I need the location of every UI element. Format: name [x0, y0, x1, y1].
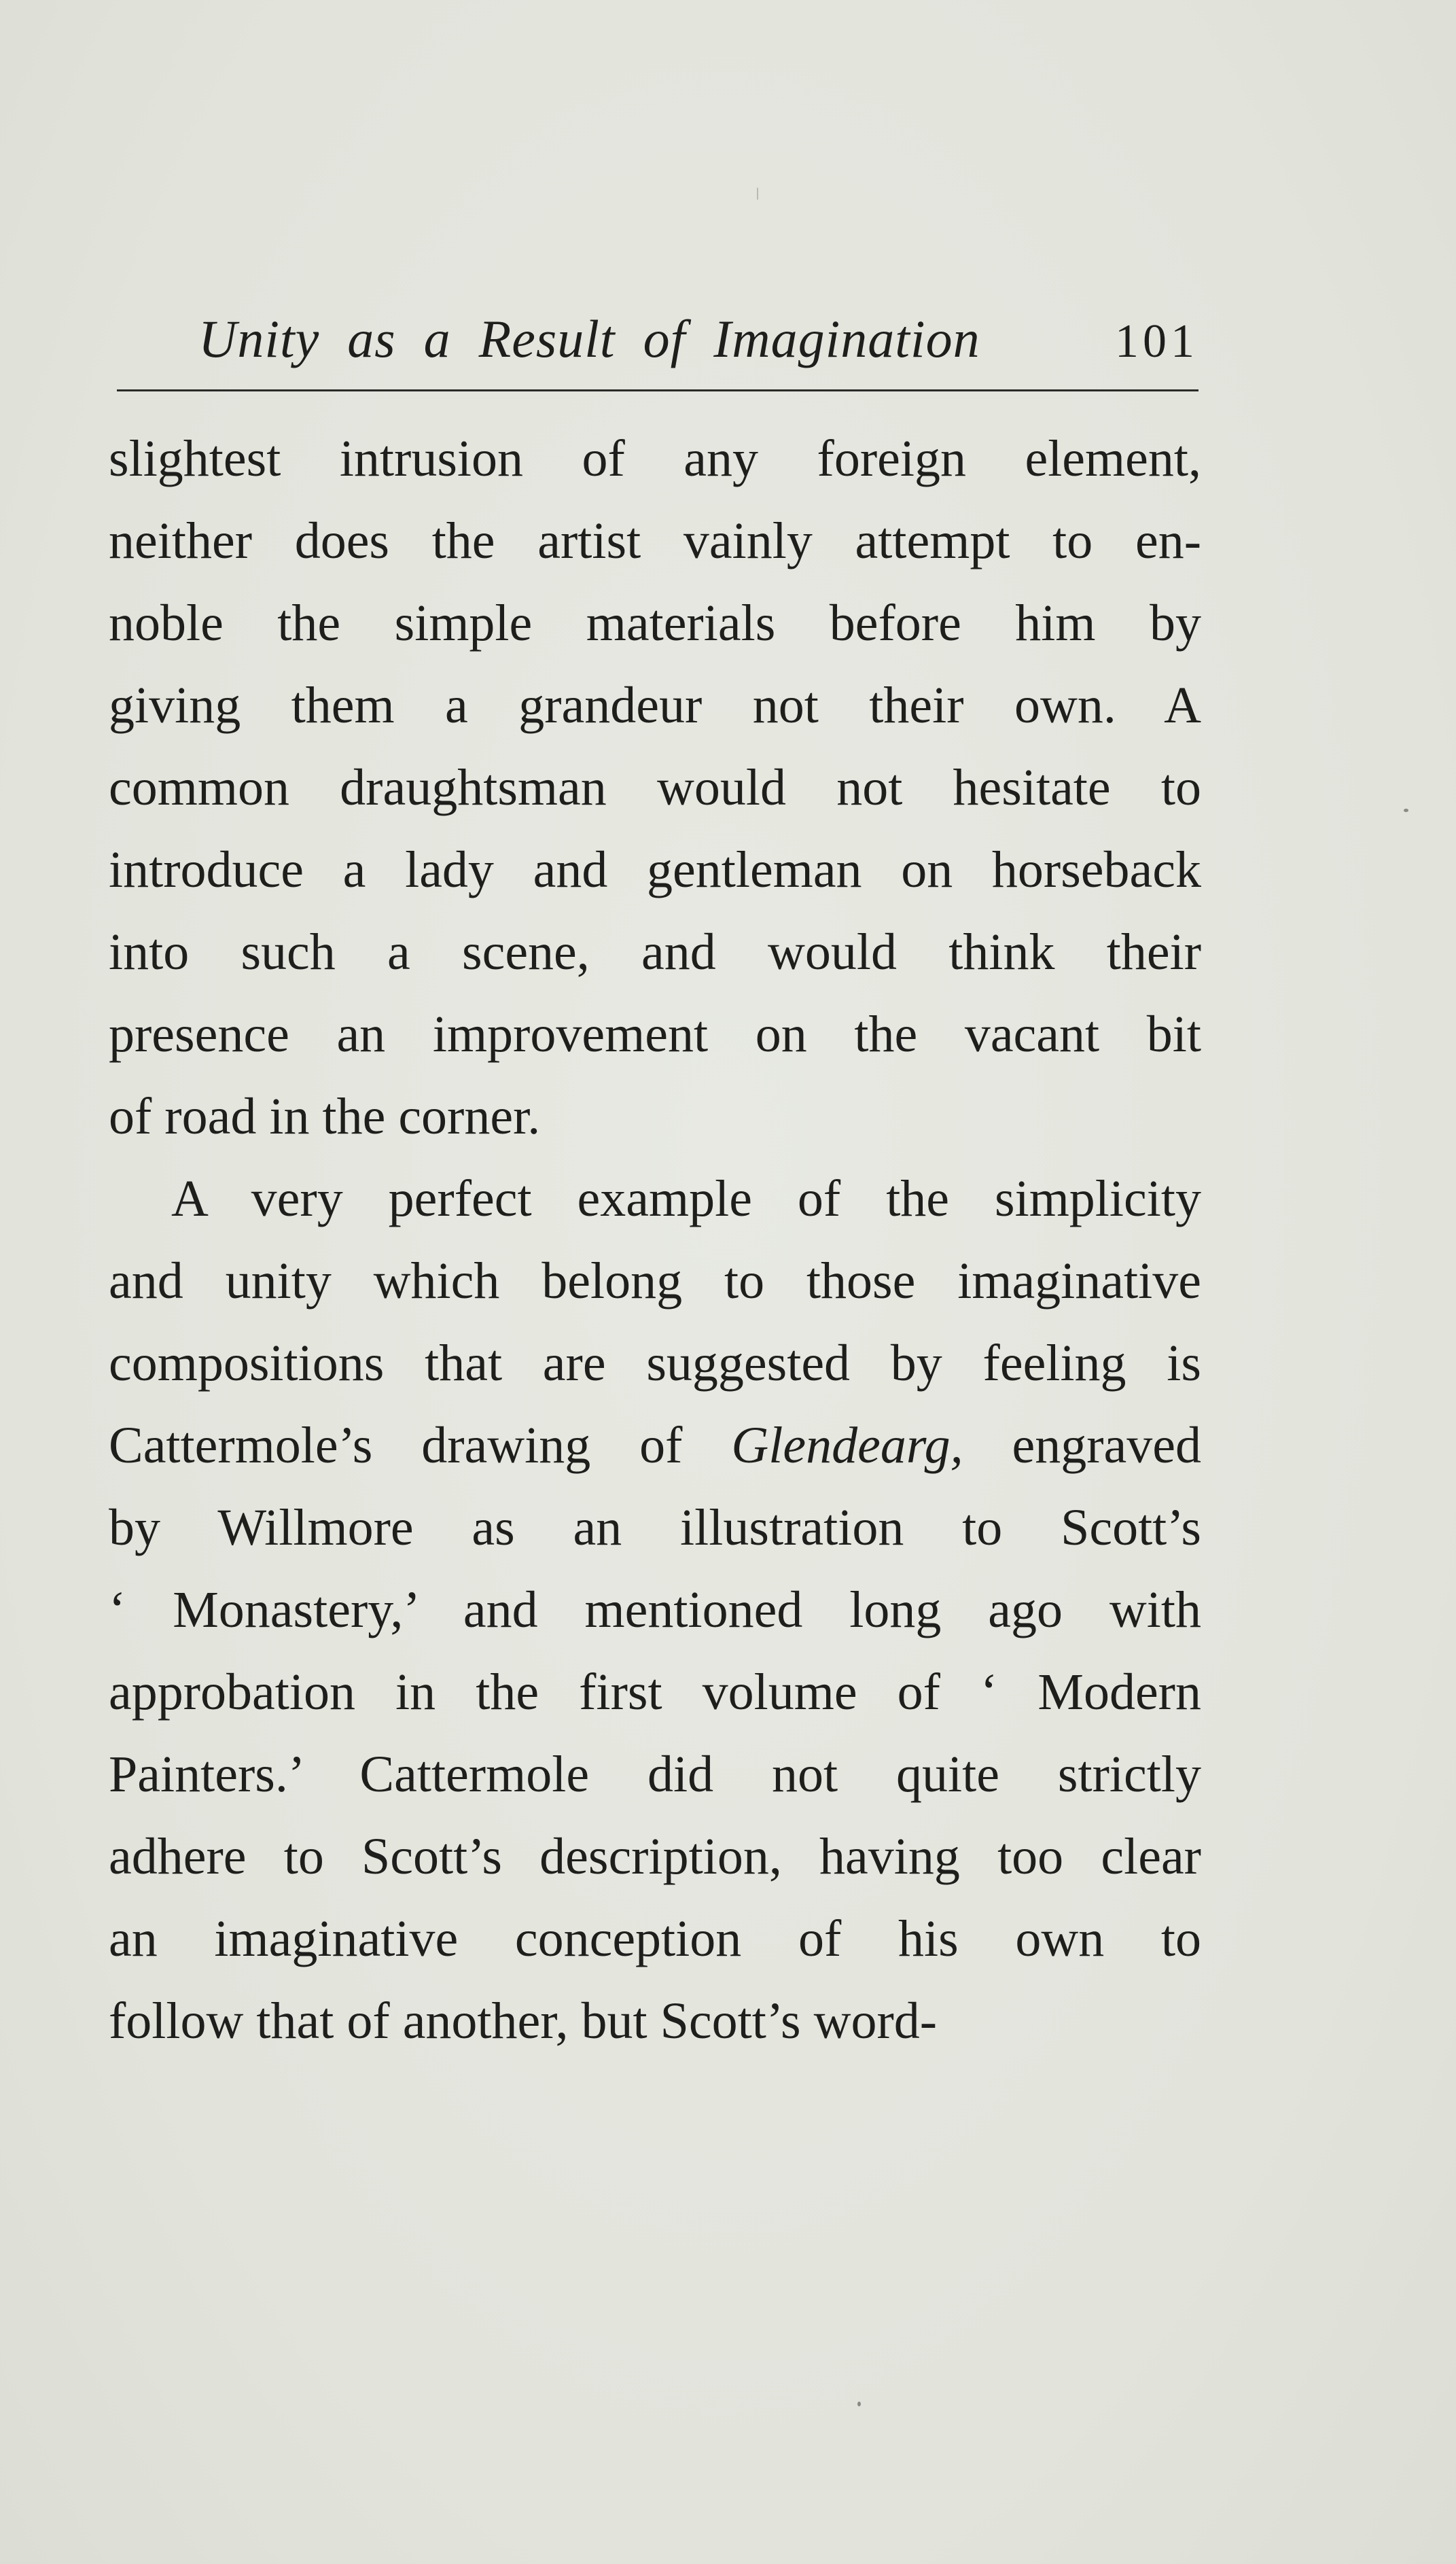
text-line: introduce a lady and gentleman on horseback [109, 841, 1201, 898]
body-text [109, 418, 1201, 2062]
running-title: Unity as a Result of Imagination [198, 309, 980, 368]
header-rule [117, 389, 1198, 391]
text-segment: engraved [963, 1417, 1201, 1474]
text-line: presence an improvement on the vacant bit [109, 1006, 1201, 1063]
text-line: ‘ Monastery,’ and mentioned long ago with [109, 1581, 1201, 1638]
text-line: follow that of another, but Scott’s word- [109, 1992, 938, 2050]
text-line: giving them a grandeur not their own. A [109, 677, 1201, 734]
text-line: noble the simple materials before him by [109, 595, 1201, 652]
page-number: 101 [1115, 315, 1198, 368]
text-line: compositions that are suggested by feeling is [109, 1335, 1201, 1392]
text-line: Painters.’ Cattermole did not quite strictly [109, 1746, 1201, 1803]
paper-speck [757, 188, 758, 200]
text-line: of road in the corner. [109, 1088, 541, 1145]
text-line: and unity which belong to those imaginative [109, 1252, 1201, 1310]
text-line: common draughtsman would not hesitate to [109, 759, 1201, 816]
italic-title: Glendearg, [731, 1417, 963, 1474]
running-header [117, 299, 1198, 381]
text-line: adhere to Scott’s description, having too clear [109, 1828, 1201, 1885]
text-segment: Cattermole’s drawing of [109, 1417, 732, 1474]
text-line: into such a scene, and would think their [109, 924, 1201, 981]
text-line: A very perfect example of the simplicity [171, 1170, 1201, 1227]
text-line: an imaginative conception of his own to [109, 1910, 1201, 1967]
paragraph-2 [109, 1158, 1201, 2062]
text-line-with-title [109, 1405, 1201, 1487]
text-line: by Willmore as an illustration to Scott’s [109, 1499, 1201, 1556]
text-line: approbation in the first volume of ‘ Modern [109, 1664, 1201, 1721]
text-line: neither does the artist vainly attempt to en- [109, 512, 1201, 569]
text-line: slightest intrusion of any foreign element, [109, 430, 1201, 487]
paragraph-1 [109, 418, 1201, 1158]
paper-speck [1404, 809, 1408, 812]
paper-speck [857, 2402, 861, 2406]
